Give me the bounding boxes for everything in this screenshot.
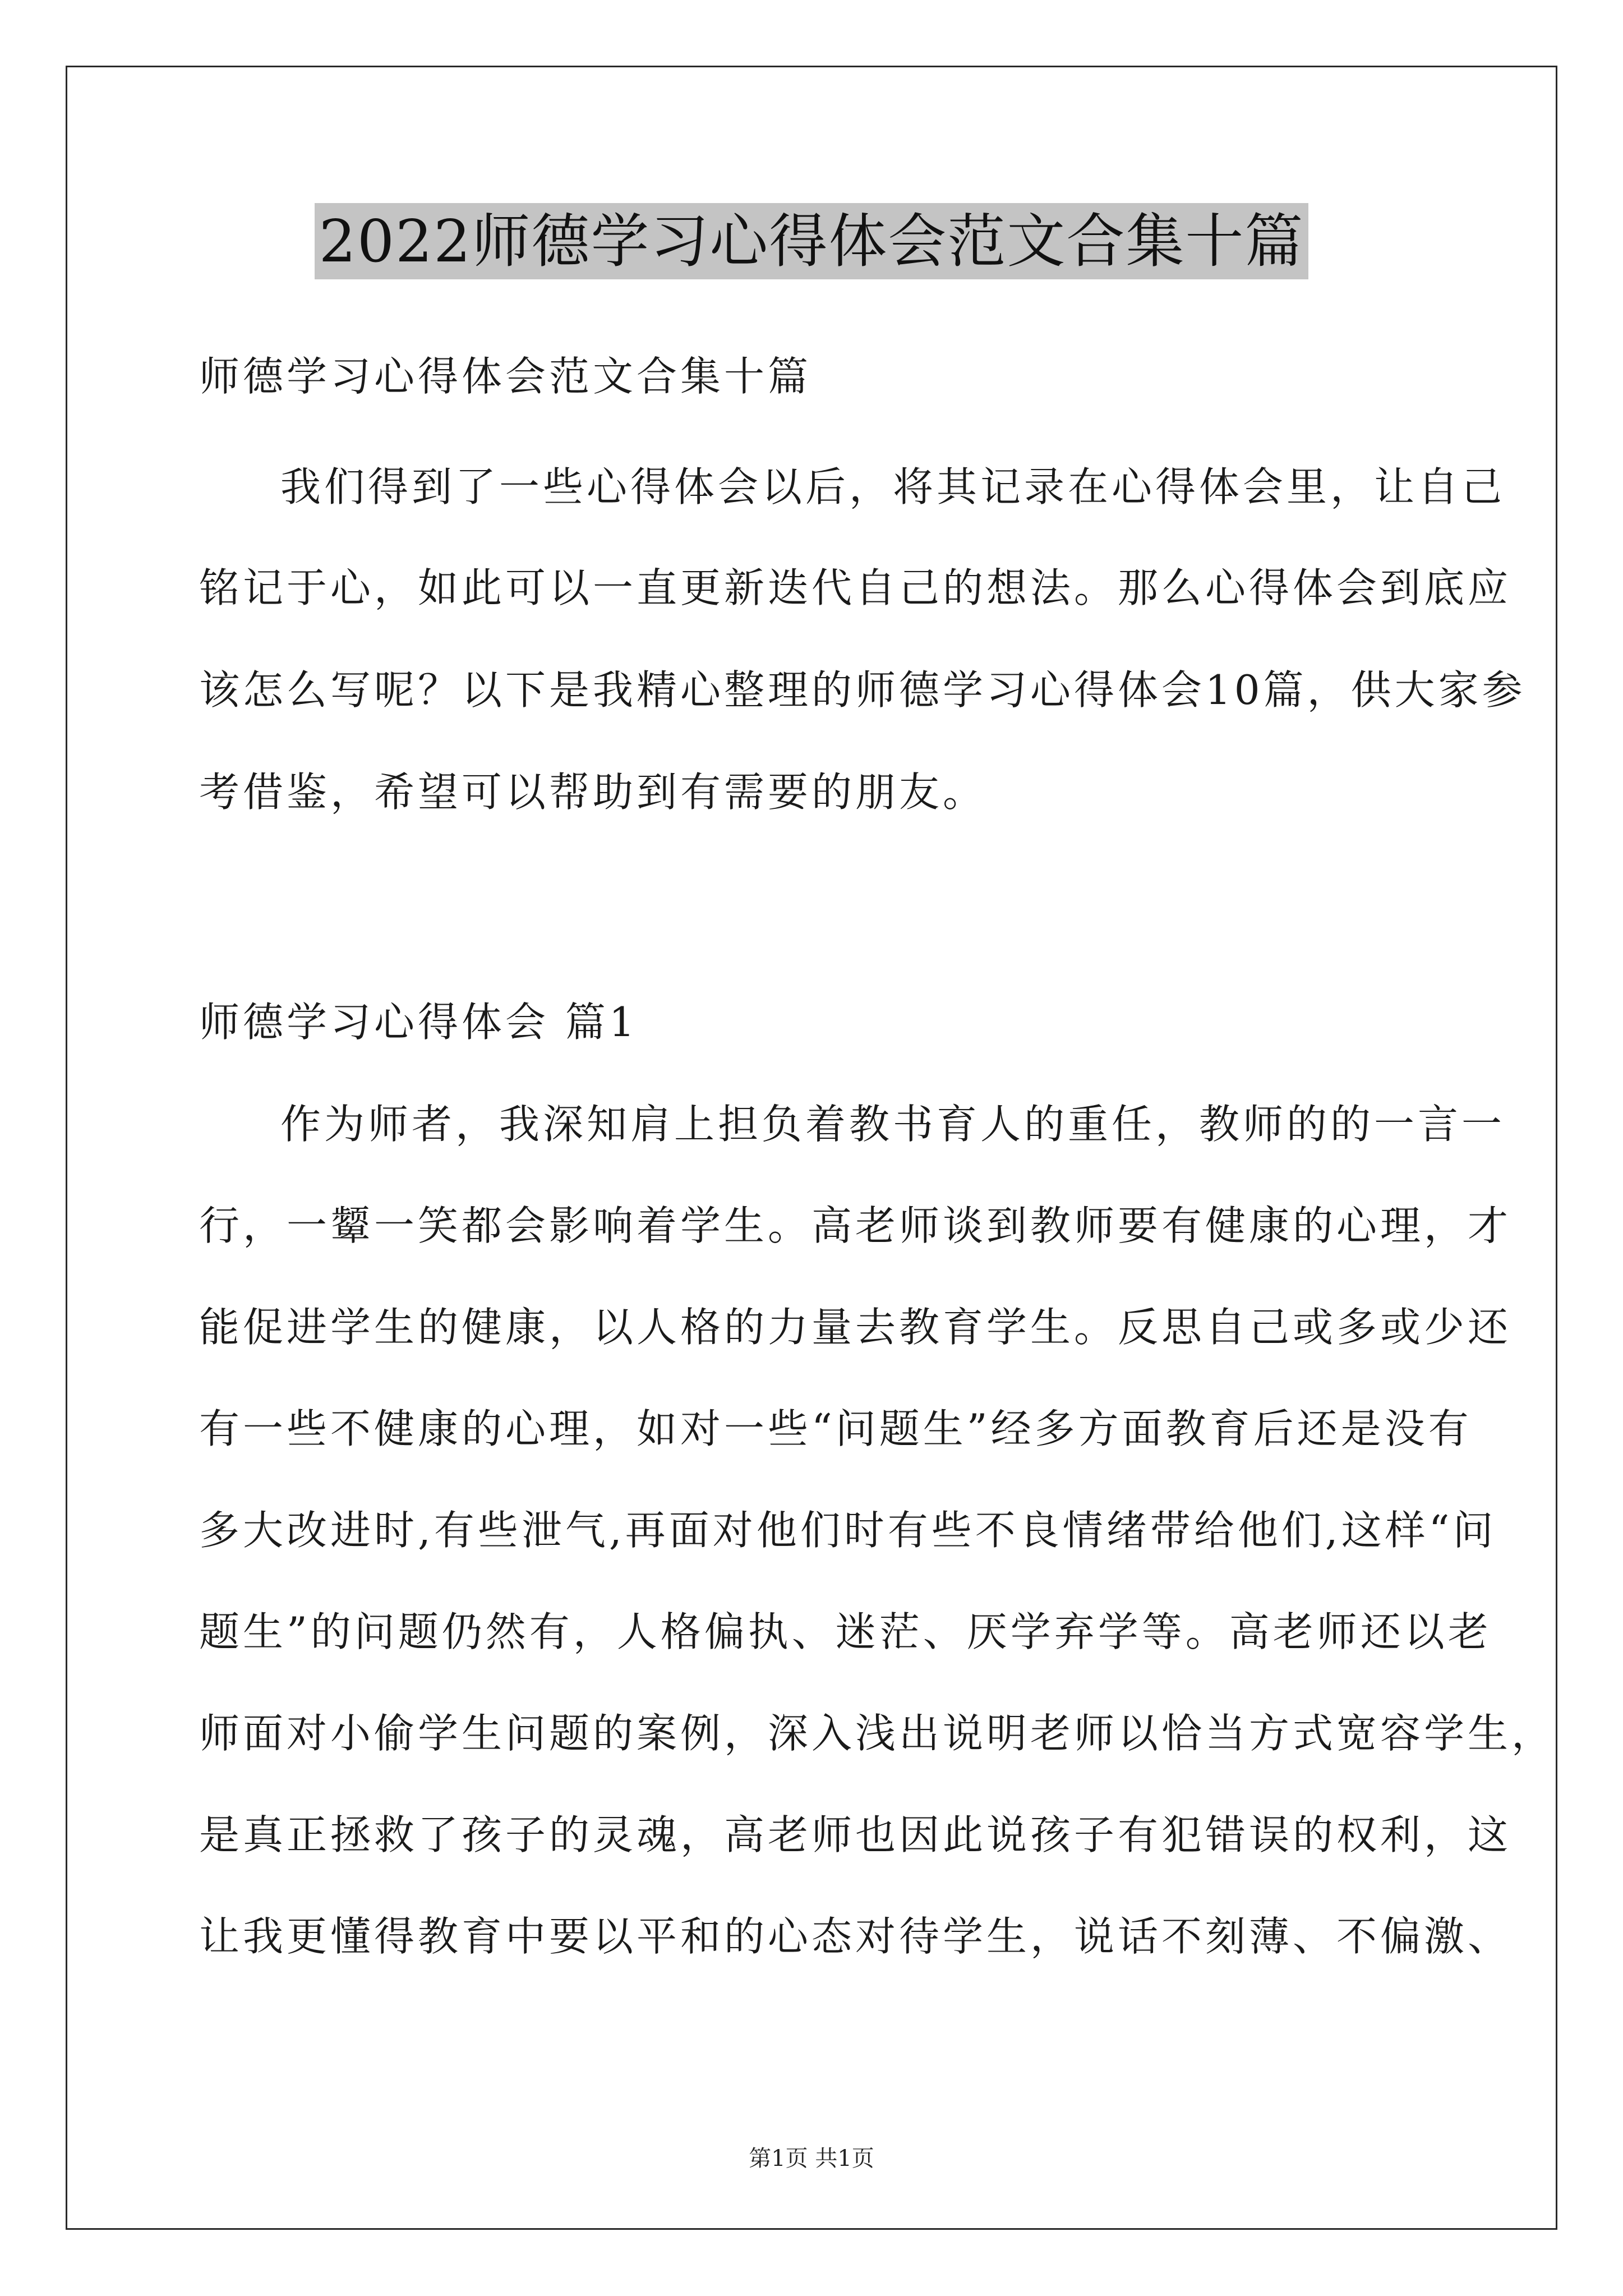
body-line: 让我更懂得教育中要以平和的心态对待学生，说话不刻薄、不偏激、 [199,1913,1512,1960]
body-line: 多大改进时,有些泄气,再面对他们时有些不良情绪带给他们,这样“问 [199,1507,1497,1554]
title-container [0,203,1623,279]
intro-line: 铭记于心，如此可以一直更新迭代自己的想法。那么心得体会到底应 [199,564,1512,611]
body-line: 作为师者，我深知肩上担负着教书育人的重任，教师的的一言一 [280,1101,1506,1148]
body-line: 是真正拯救了孩子的灵魂，高老师也因此说孩子有犯错误的权利，这 [199,1811,1512,1858]
intro-line: 该怎么写呢？以下是我精心整理的师德学习心得体会10篇，供大家参 [199,666,1526,714]
body-line: 能促进学生的健康，以人格的力量去教育学生。反思自己或多或少还 [199,1304,1512,1351]
section-heading: 师德学习心得体会 篇1 [199,999,638,1046]
intro-line: 我们得到了一些心得体会以后，将其记录在心得体会里，让自己 [280,463,1506,510]
page-footer: 第1页 共1页 [749,2146,874,2171]
body-line: 题生”的问题仍然有，人格偏执、迷茫、厌学弃学等。高老师还以老 [199,1608,1492,1655]
body-line: 师面对小偷学生问题的案例，深入浅出说明老师以恰当方式宽容学生， [199,1710,1556,1757]
document-title: 2022师德学习心得体会范文合集十篇 [315,203,1309,279]
body-line: 行，一颦一笑都会影响着学生。高老师谈到教师要有健康的心理，才 [199,1202,1512,1249]
document-subtitle: 师德学习心得体会范文合集十篇 [199,353,812,400]
body-line: 有一些不健康的心理，如对一些“问题生”经多方面教育后还是没有 [199,1405,1472,1452]
intro-line: 考借鉴，希望可以帮助到有需要的朋友。 [199,769,987,816]
